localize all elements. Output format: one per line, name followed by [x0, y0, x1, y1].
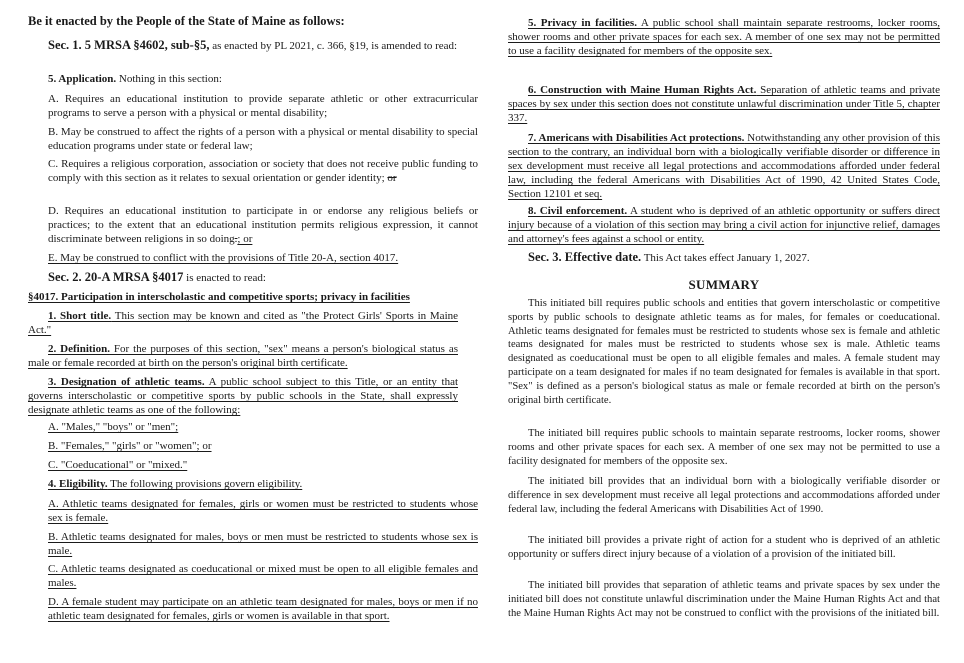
- designation-item-b: B. "Females," "girls" or "women"; or: [48, 440, 212, 452]
- civil-enforcement-label: 8. Civil enforcement.: [528, 205, 628, 217]
- application-item-b: B. May be construed to affect the rights of a person with a physical or mental disability to special education programs under state or federal law;: [48, 126, 478, 152]
- sec3-text: This Act takes effect January 1, 2027.: [641, 252, 810, 264]
- application-item-d-text: D. Requires an educational institution to participate in or endorse any religious beliefs or practices; to the extent that an educational institution permits religious expression, it cannot discriminate between religions in so doing: [48, 205, 478, 245]
- summary-paragraph-2: The initiated bill requires public schools to maintain separate restrooms, locker rooms, shower rooms and other private spaces for each sex. A member of one sex may not be permitted to use a facility designated for members of the opposite sex.: [508, 428, 940, 467]
- designation-item-c: C. "Coeducational" or "mixed.": [48, 459, 188, 471]
- section-4017-title: §4017. Participation in interscholastic and competitive sports; privacy in facilities: [28, 291, 410, 303]
- eligibility-item-c: C. Athletic teams designated as coeducational or mixed must be open to all eligible females and males.: [48, 563, 478, 589]
- sec2-text: is enacted to read:: [183, 272, 266, 284]
- application-item-c-text: C. Requires a religious corporation, association or society that does not receive public funding to comply with this section as it relates to sexual orientation or gender identity;: [48, 158, 478, 184]
- sec1-heading: Sec. 1. 5 MRSA §4602, sub-§5,: [48, 38, 210, 52]
- summary-paragraph-5: The initiated bill provides that separation of athletic teams and private spaces by sex under the initiated bill does not constitute unlawful discrimination under the Maine Human Rights Act and that the Maine Human Rights Act may not be construed to conflict with the provisions of the initiated bill.: [508, 580, 940, 619]
- privacy-text: A public school shall maintain separate restrooms, locker rooms, shower rooms and other private spaces for each sex. A member of one sex may not be permitted to use a facility designated for members of the opposite sex.: [508, 17, 941, 57]
- application-text: Nothing in this section:: [116, 73, 222, 85]
- ada-paragraph: [508, 131, 940, 201]
- summary-paragraph-4: The initiated bill provides a private right of action for a student who is deprived of an athletic opportunity or suffers direct injury because of a violation of a provision of the initiated bill.: [508, 535, 940, 560]
- civil-enforcement-text: A student who is deprived of an athletic opportunity or suffers direct injury because of a violation of this section may bring a civil action for injunctive relief, damages and attorney's fees against a school or entity.: [508, 205, 940, 245]
- designation-item-a: A. "Males," "boys" or "men";: [48, 421, 179, 433]
- civil-enforcement-paragraph: [508, 204, 940, 246]
- sec3-paragraph: [508, 250, 940, 265]
- application-item-a: A. Requires an educational institution to provide separate athletic or other extracurricular programs to serve a person with a physical or mental disability;: [48, 93, 478, 119]
- application-paragraph: [28, 72, 458, 86]
- sec1-paragraph: [28, 38, 458, 53]
- application-item-e: E. May be construed to conflict with the provisions of Title 20-A, section 4017.: [48, 252, 399, 264]
- construction-text: Separation of athletic teams and private spaces by sex under this section does not constitute unlawful discrimination under Title 5, chapter 337.: [508, 84, 940, 124]
- definition-text: For the purposes of this section, "sex" means a person's biological status as male or female recorded at birth on the person's original birth certificate.: [28, 343, 458, 369]
- application-item-d-added: ; or: [237, 233, 253, 245]
- eligibility-label: 4. Eligibility.: [48, 478, 108, 490]
- short-title-text: This section may be known and cited as "the Protect Girls' Sports in Maine Act.": [28, 310, 459, 336]
- application-item-d: [28, 204, 478, 246]
- definition-paragraph: [28, 342, 458, 370]
- construction-paragraph: [508, 83, 940, 125]
- definition-label: 2. Definition.: [48, 343, 110, 355]
- eligibility-item-d: D. A female student may participate on an athletic team designated for males, boys or men if no athletic team designated for females, girls or women is available in that sport.: [48, 596, 478, 622]
- application-item-c: [28, 157, 478, 185]
- summary-paragraph-1: This initiated bill requires public schools and entities that govern interscholastic or competitive sports by public schools to designate athletic teams as for males, for females or coeducational. Athletic teams designated for females must be restricted to students whose sex is female and athletic teams designated for males must be restricted to students whose sex is male. Athletic teams designated as coeducational must be open to all eligible females and males. A female student may participate on a team designated for males if no team designated for females is available in that sport. "Sex" is defined as a person's biological status as male or female recorded at birth on the person's original birth certificate.: [508, 298, 940, 406]
- ada-label: 7. Americans with Disabilities Act protections.: [528, 132, 745, 144]
- summary-paragraph-3: The initiated bill provides that an individual born with a biologically verifiable disorder or difference in sex development must receive all legal protections and accommodations afforded under federal law, including the federal Americans with Disabilities Act of 1990.: [508, 476, 940, 515]
- construction-label: 6. Construction with Maine Human Rights Act.: [528, 84, 757, 96]
- short-title-label: 1. Short title.: [48, 310, 112, 322]
- designation-text: A public school subject to this Title, or an entity that governs interscholastic or competitive sports by public schools in the State, shall expressly designate athletic teams as one of the following:: [28, 376, 459, 416]
- eligibility-item-a: A. Athletic teams designated for females, girls or women must be restricted to students whose sex is female.: [48, 498, 478, 524]
- designation-label: 3. Designation of athletic teams.: [48, 376, 205, 388]
- eligibility-text: The following provisions govern eligibility.: [107, 478, 303, 490]
- sec2-paragraph: [28, 270, 458, 285]
- application-item-c-struck: or: [387, 172, 397, 184]
- application-label: 5. Application.: [48, 73, 117, 85]
- eligibility-item-b: B. Athletic teams designated for males, boys or men must be restricted to students whose sex is male.: [48, 531, 478, 557]
- designation-paragraph: [28, 375, 458, 417]
- sec1-text: as enacted by PL 2021, c. 366, §19, is amended to read:: [209, 40, 458, 52]
- privacy-paragraph: [508, 16, 940, 58]
- short-title-paragraph: [28, 309, 458, 337]
- eligibility-paragraph: [28, 477, 458, 491]
- ada-text: Notwithstanding any other provision of this section to the contrary, an individual born with a biologically verifiable disorder or difference in sex development must receive all legal protections and accommodations afforded under federal law, including the federal Americans with Disabilities Act of 1990, 42 United States Code, Section 12101 et seq.: [508, 132, 941, 200]
- summary-title: SUMMARY: [688, 277, 760, 292]
- sec3-heading: Sec. 3. Effective date.: [528, 250, 642, 264]
- sec2-heading: Sec. 2. 20-A MRSA §4017: [48, 270, 184, 284]
- privacy-label: 5. Privacy in facilities.: [528, 17, 637, 29]
- enacting-clause: Be it enacted by the People of the State of Maine as follows:: [28, 14, 345, 28]
- application-item-d-struck: .: [234, 233, 238, 245]
